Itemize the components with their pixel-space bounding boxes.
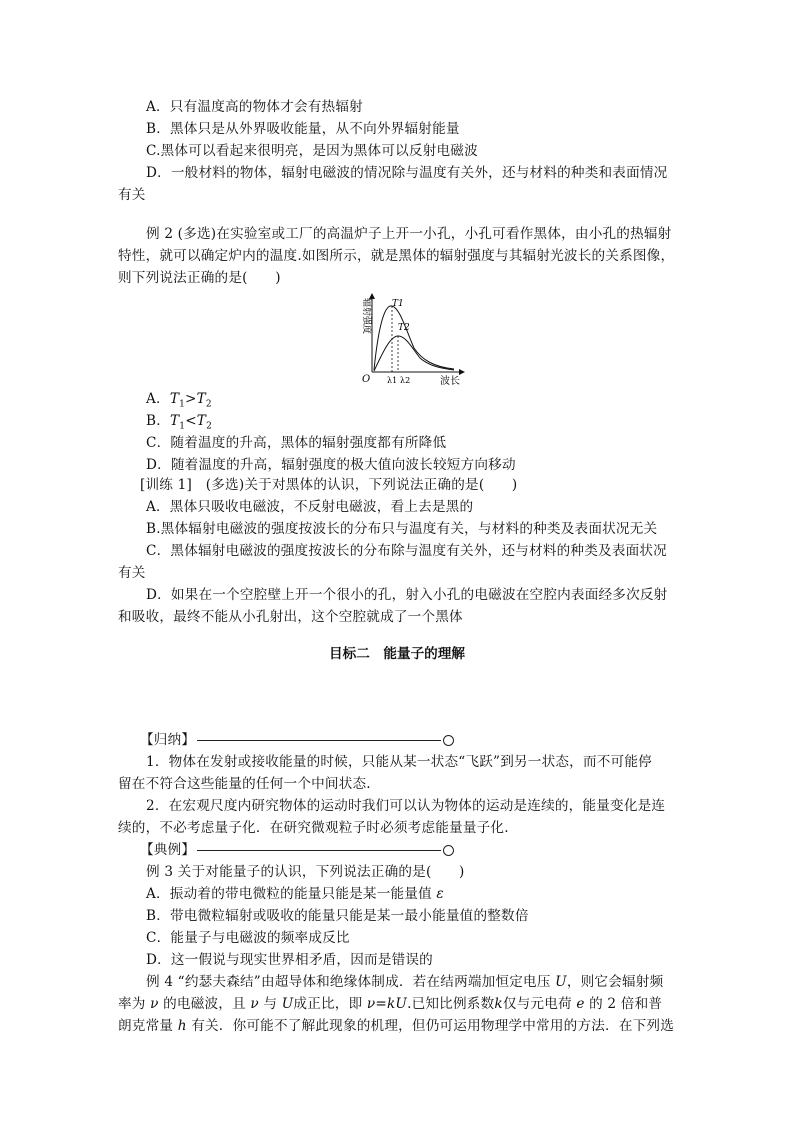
- ex3-option-d: D．这一假说与现实世界相矛盾，因而是错误的: [146, 952, 433, 968]
- blackbody-radiation-figure: [350, 290, 470, 386]
- q1-option-b: B．黑体只是从外界吸收能量，从不向外界辐射能量: [146, 121, 460, 137]
- train1-option-c-line2: 有关: [118, 565, 146, 581]
- ex2-stem-line1: 例 2 (多选)在实验室或工厂的高温炉子上开一小孔，小孔可看作黑体，由小孔的热辐射: [146, 226, 672, 242]
- ex3-option-b: B．带电微粒辐射或吸收的能量只能是某一最小能量值的整数倍: [146, 908, 529, 924]
- ex4-line3: 朗克常量 h 有关．你可能不了解此现象的机理，但仍可运用物理学中常用的方法．在下列选: [118, 1018, 674, 1034]
- y-axis-label: 辐射强度: [361, 298, 371, 335]
- lambda2-label: λ2: [400, 376, 411, 385]
- origin-label: O: [362, 374, 371, 385]
- ex2-option-b: B．$T_1<T_2$: [146, 413, 213, 432]
- curve-t2: [374, 336, 454, 371]
- summary-p2-line1: 2．在宏观尺度内研究物体的运动时我们可以认为物体的运动是连续的，能量变化是连: [146, 798, 666, 814]
- summary-header: [140, 729, 700, 751]
- ex2-option-a: A．$T_1>T_2$: [146, 391, 212, 410]
- q1-option-d-line1: D．一般材料的物体，辐射电磁波的情况除与温度有关外，还与材料的种类和表面情况: [146, 165, 668, 181]
- train1-stem: [训练 1] (多选)关于对黑体的认识，下列说法正确的是( ): [140, 477, 518, 493]
- train1-option-d-line2: 和吸收，最终不能从小孔射出，这个空腔就成了一个黑体: [118, 609, 463, 625]
- summary-p1-line1: 1．物体在发射或接收能量的时候，只能从某一状态“飞跃”到另一状态，而不可能停: [146, 754, 652, 770]
- train1-option-d-line1: D．如果在一个空腔壁上开一个很小的孔，射入小孔的电磁波在空腔内表面经多次反射: [146, 587, 668, 603]
- ex3-option-a: A．振动着的带电微粒的能量只能是某一能量值 ε: [146, 886, 444, 902]
- ex4-line1: 例 4 “约瑟夫森结”由超导体和绝缘体制成．若在结两端加恒定电压 U，则它会辐射频: [146, 974, 664, 990]
- ex3-option-c: C．能量子与电磁波的频率成反比: [146, 930, 350, 946]
- curve-t2-label: T2: [398, 323, 410, 333]
- summary-circle-icon: [443, 735, 454, 746]
- typical-circle-icon: [443, 845, 454, 856]
- summary-label: 【归纳】: [140, 732, 196, 748]
- summary-p1-line2: 留在不符合这些能量的任何一个中间状态.: [118, 776, 371, 792]
- x-axis-label: 波长: [440, 376, 460, 386]
- train1-option-a: A．黑体只吸收电磁波，不反射电磁波，看上去是黑的: [146, 499, 474, 515]
- typical-rule: [197, 850, 441, 851]
- lambda1-label: λ1: [387, 376, 398, 385]
- summary-p2-line2: 续的，不必考虑量子化．在研究微观粒子时必须考虑能量量子化.: [118, 820, 509, 836]
- ex2-stem-line3: 则下列说法正确的是( ): [118, 270, 281, 286]
- ex2-option-c: C．随着温度的升高，黑体的辐射强度都有所降低: [146, 435, 447, 451]
- typical-label: 【典例】: [140, 842, 196, 858]
- ex4-line2: 率为 ν 的电磁波，且 ν 与 U成正比，即 ν=kU.已知比例系数k仅与元电荷 e 的 2 倍和普: [118, 996, 663, 1012]
- q1-option-c: C.黑体可以看起来很明亮，是因为黑体可以反射电磁波: [146, 143, 478, 159]
- ex3-stem: 例 3 关于对能量子的认识，下列说法正确的是( ): [146, 864, 465, 880]
- summary-rule: [197, 740, 441, 741]
- curve-t1-label: T1: [392, 299, 404, 309]
- q1-option-a: A．只有温度高的物体才会有热辐射: [146, 99, 363, 115]
- typical-header: [140, 839, 700, 861]
- ex2-stem-line2: 特性，就可以确定炉内的温度.如图所示，就是黑体的辐射强度与其辐射光波长的关系图像，: [118, 248, 675, 264]
- ex2-option-d: D．随着温度的升高，辐射强度的极大值向波长较短方向移动: [146, 457, 516, 473]
- train1-option-c-line1: C．黑体辐射电磁波的强度按波长的分布除与温度有关外，还与材料的种类及表面状况: [146, 543, 667, 559]
- curve-t1: [374, 306, 454, 370]
- q1-option-d-line2: 有关: [118, 187, 146, 203]
- section-title: 目标二 能量子的理解: [329, 646, 465, 662]
- train1-option-b: B.黑体辐射电磁波的强度按波长的分布只与温度有关，与材料的种类及表面状况无关: [146, 521, 658, 537]
